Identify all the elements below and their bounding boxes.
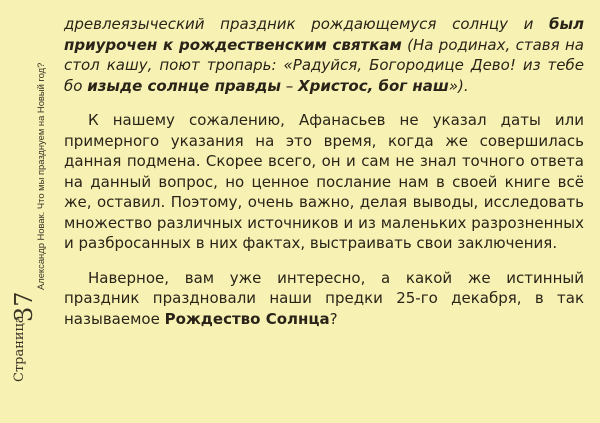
p3-text-1: Наверное, вам уже интересно, а какой же истинный праздник праздновали наши предки 25-го декабря, в так называемое bbox=[64, 268, 584, 328]
paragraph-3 bbox=[64, 268, 584, 330]
running-head: Александр Новак. Что мы празднуем на Новый год? bbox=[35, 62, 46, 290]
page-label: Страница bbox=[12, 315, 27, 382]
p1-text-2: (На родинах, ставя на стол кашу, поют тропарь: «Радуйся, Богородице Дево! из тебе бо bbox=[64, 35, 584, 95]
p1-text-4: »). bbox=[448, 76, 469, 95]
p1-text-1: древлеязыческий праздник рождающемуся солнцу и bbox=[64, 15, 549, 33]
p1-bold-3: Христос, бог наш bbox=[298, 76, 449, 95]
paragraph-2: К нашему сожалению, Афанасьев не указал даты или примерного указания на это время, когда же совершилась данная подмена. Скорее всего, он и сам не знал точного ответа на данный вопрос, но ценное послание нам в своей книге всё же, оставил. Поэтому, очень важно, делая выводы, исследовать множество различных источников и из маленьких разрозненных и разбросанных в них фактах, выстраивать свои заключения. bbox=[64, 111, 584, 252]
p1-bold-1: был приурочен к рождественским святкам bbox=[64, 15, 584, 54]
p3-bold-1: Рождество Солнца bbox=[164, 309, 330, 328]
page-number: 37 bbox=[10, 291, 38, 322]
p3-text-2: ? bbox=[329, 309, 338, 328]
page-sidebar bbox=[4, 0, 56, 423]
p1-bold-2: изыде солнце правды bbox=[87, 76, 281, 95]
p1-text-3: – bbox=[280, 76, 299, 95]
page-content bbox=[64, 14, 584, 329]
paragraph-1 bbox=[64, 14, 584, 96]
